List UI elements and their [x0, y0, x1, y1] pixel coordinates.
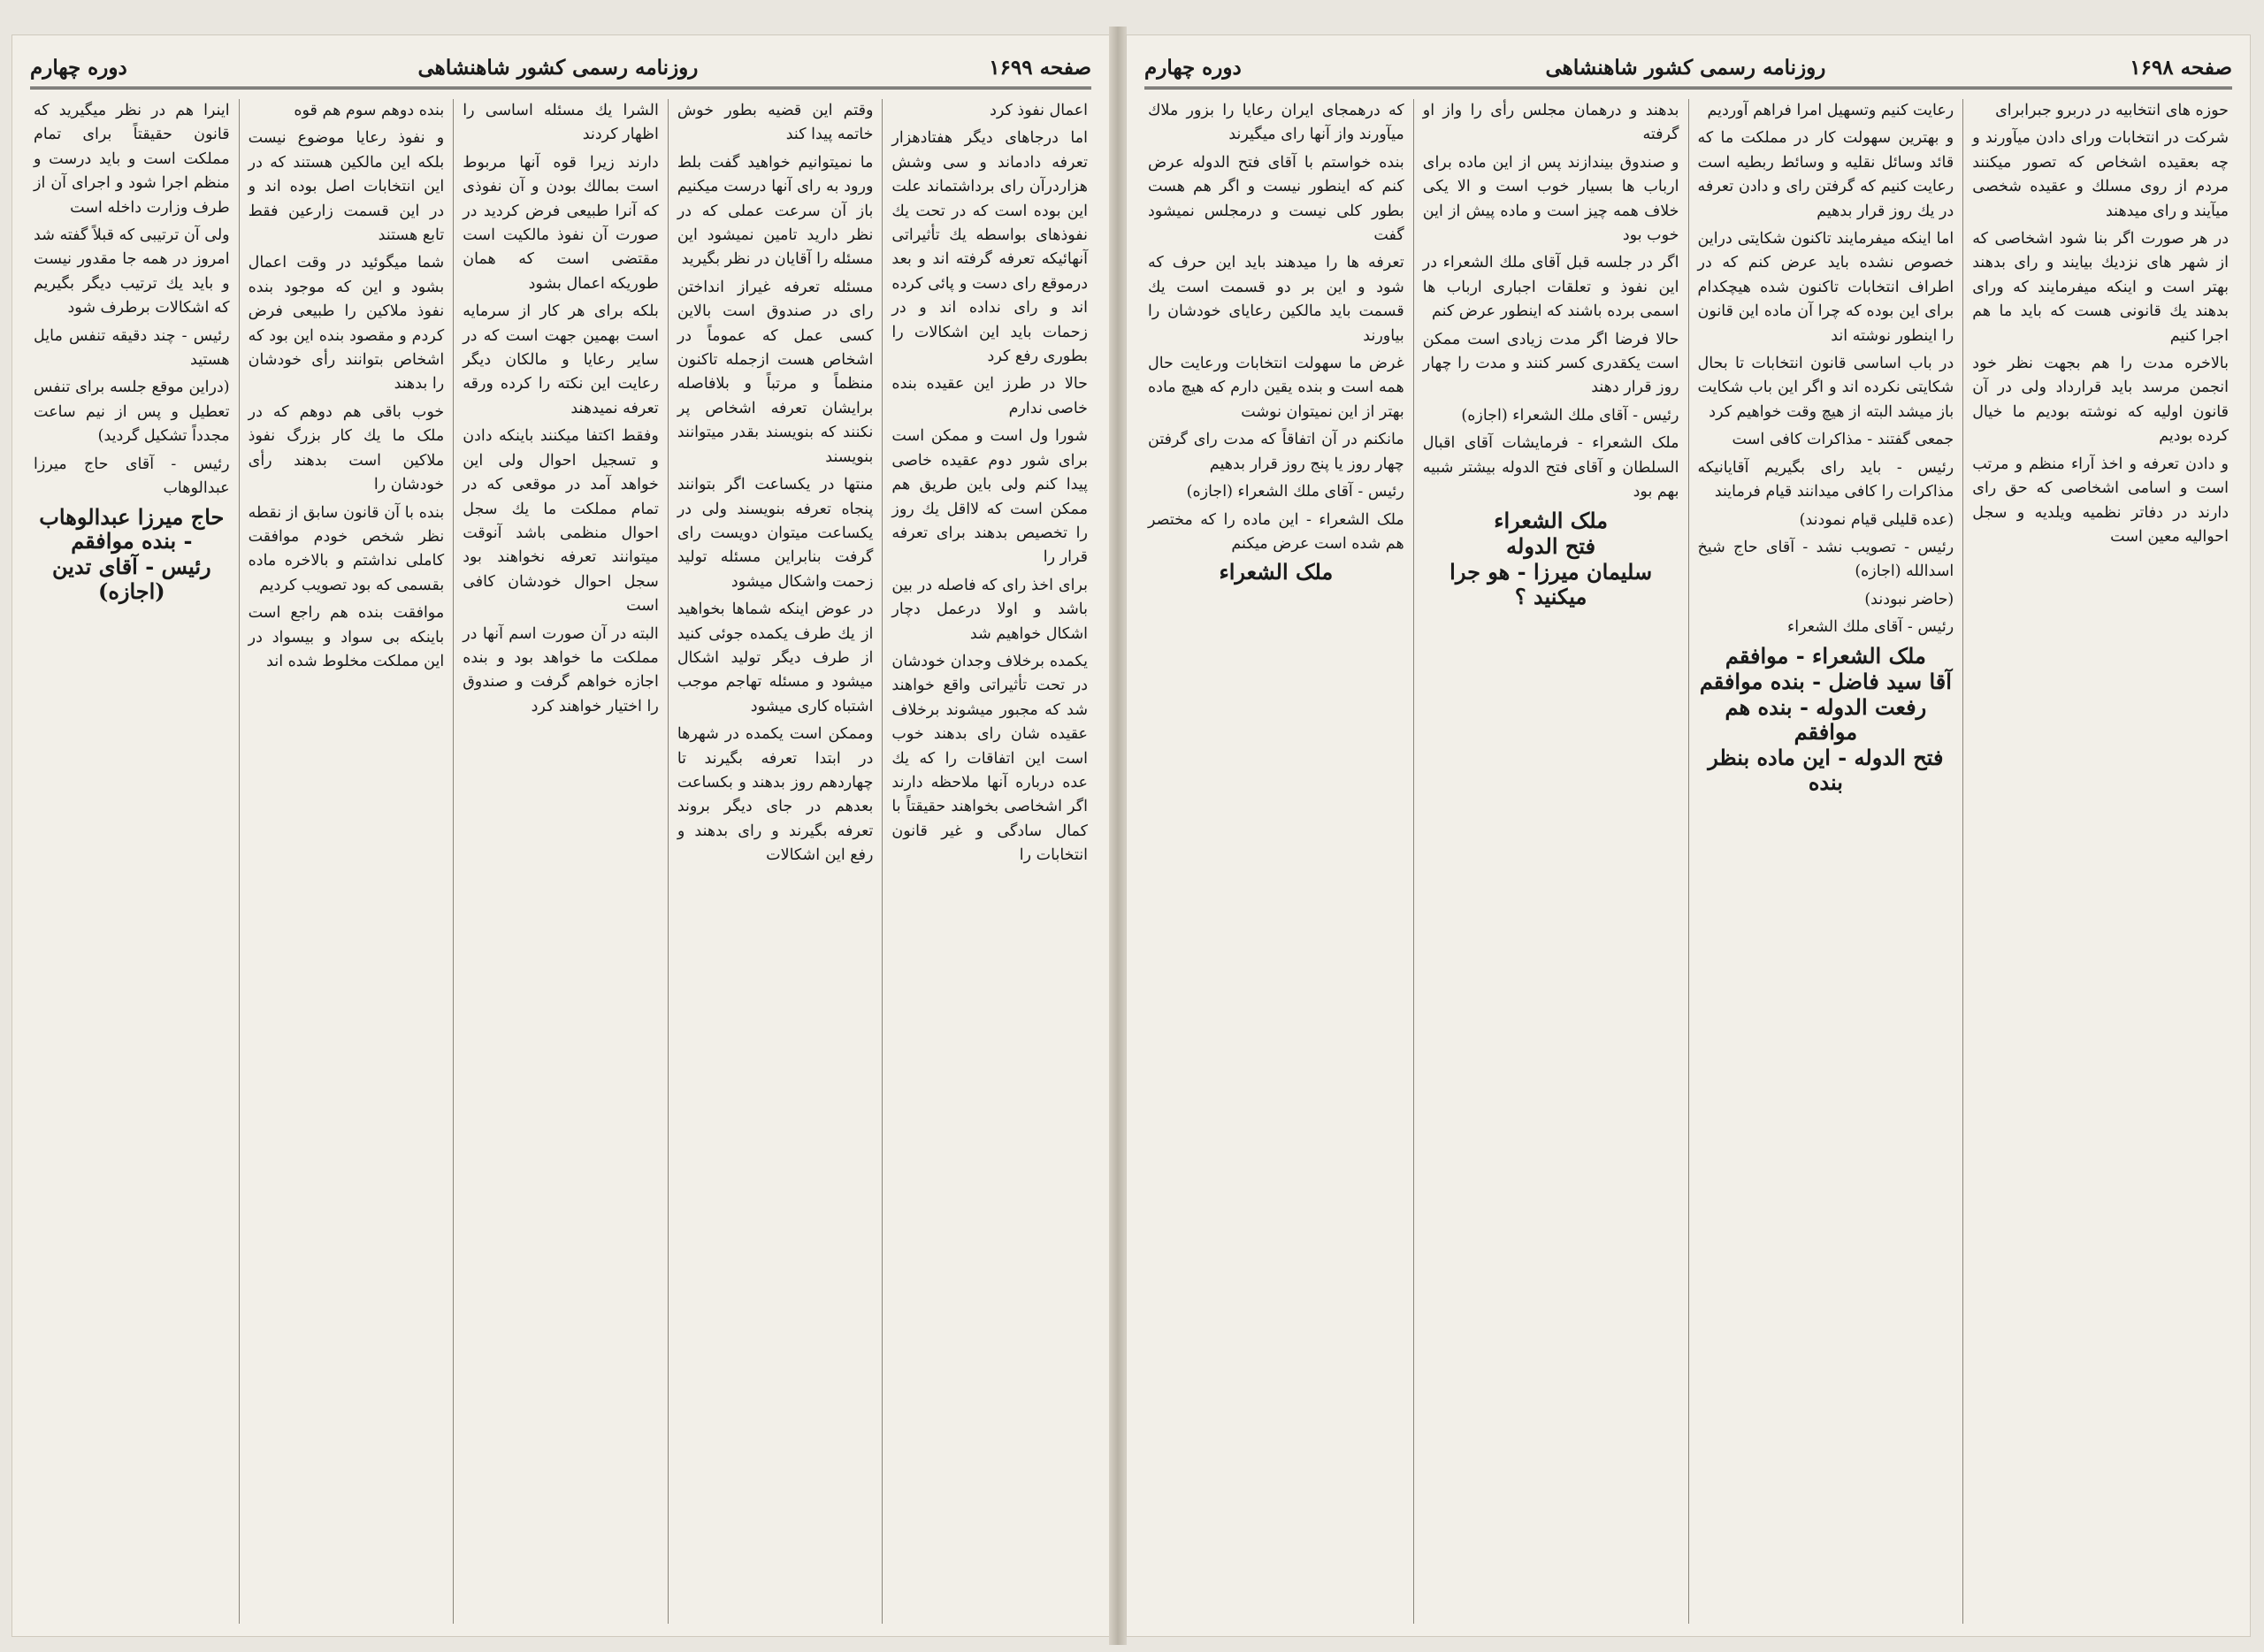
paragraph: و بهترین سهولت کار در مملکت ما که قائد وسائل نقلیه و وسائط ربطیه است رعایت کنیم که گرفتن رای و دادن تعرفه در یك روز قرار بدهیم [1697, 129, 1954, 220]
paragraph: مسئله تعرفه غیراز انداختن رای در صندوق است بالاین کسی عمل که عموماً در اشخاص هست ازجمله تاکنون منظماً و مرتباً و بلافاصله برایشان تعرفه اشخاص پر نکنند که بنویسند بقدر میتوانند بنویسند [677, 278, 874, 466]
speaker-heading: فتح الدوله [1506, 532, 1596, 559]
paragraph: در باب اساسی قانون انتخابات تا بحال شکایتی نکرده اند و اگر این باب شکایت باز میشد البته از هیچ وقت خواهیم کرد [1697, 355, 1954, 421]
paragraph: و دادن تعرفه و اخذ آراء منظم و مرتب است و اسامی اشخاصی که حق رای دارند در دفاتر نظمیه ویلدیه و سجل احوالیه معین است [1972, 455, 2229, 546]
paragraph: غرض ما سهولت انتخابات ورعایت حال همه است و بنده یقین دارم که هیچ ماده بهتر از این نمیتوان نوشت [1148, 355, 1404, 421]
paragraph: در عوض اینکه شماها بخواهید از یك طرف یکمده جوئی کنید از طرف دیگر تولید اشکال میشود و مسئله تهاجم موجب اشتباه کاری میشود [677, 600, 874, 715]
paragraph: منتها در یکساعت اگر بتوانند پنجاه تعرفه بنویسند ولی در یکساعت میتوان دویست رای گرفت بنابراین مسئله تولید زحمت واشکال میشود [677, 476, 874, 591]
speaker-heading: آقا سید فاضل - بنده موافقم [1699, 668, 1952, 694]
paragraph: حالا فرضا اگر مدت زیادی است ممکن است یکقدری کسر کنند و مدت را چهار روز قرار دهند [1422, 330, 1679, 397]
text-column [668, 99, 883, 1624]
paragraph: ملک الشعراء - این ماده را که مختصر هم شده است عرض میکنم [1148, 510, 1404, 553]
right-period: دوره چهارم [1144, 55, 1242, 80]
paragraph: (عده قلیلی قیام نمودند) [1799, 510, 1954, 529]
paragraph: وممکن است یکمده در شهرها در ابتدا تعرفه بگیرند تا چهاردهم روز بدهند و بکساعت بعدهم در جای دیگر بروند تعرفه بگیرند و رای بدهند و رفع این اشکالات [677, 725, 874, 865]
paragraph: رئیس - تصویب نشد - آقای حاج شیخ اسدالله (اجازه) [1697, 538, 1954, 581]
paragraph: البته در آن صورت اسم آنها در مملکت ما خواهد بود و بنده اجازه خواهم گرفت و صندوق را اختیار خواهند کرد [463, 624, 659, 715]
column-lead: که درهمجای ایران رعایا را بزور ملاك میآورند واز آنها رای میگیرند [1148, 102, 1404, 144]
column-lead: وقتم این قضیه بطور خوش خاتمه پیدا کند [677, 102, 874, 144]
paragraph: (دراین موقع جلسه برای تنفس تعطیل و پس از نیم ساعت مجدداً تشکیل گردید) [34, 379, 230, 446]
paragraph: در هر صورت اگر بنا شود اشخاصی که از شهر های نزدیك بیایند و رای بدهند بهتر است و اینکه میفرمایند که ورای بدهند یك قانونی هست که باید ما هم اجرا کنیم [1972, 230, 2229, 345]
paragraph: شورا ول است و ممکن است برای شور دوم عقیده خاصی پیدا کنم ولی باین طریق هم ممکن است که لااقل یك روز را تخصیص بدهند برای تعرفه قرار را [891, 427, 1088, 567]
speaker-heading: رفعت الدوله - بنده هم موافقم [1725, 694, 1927, 745]
speaker-heading: ملک الشعراء [1219, 559, 1334, 585]
paragraph: شرکت در انتخابات ورای دادن میآورند و چه بعقیده اشخاص که تصور میکنند مردم از روی مسلك و عقیده شخصی میآیند و رای میدهند [1972, 129, 2229, 220]
paragraph: خوب باقی هم دوهم که در ملک ما یك کار بزرگ نفوذ ملاکین است بدهند رأی خودشان را [248, 402, 445, 494]
paragraph: وفقط اکتفا میکنند باینکه دادن و تسجیل احوال ولی این خواهد آمد در موقعی که در تمام مملکت ما یك سجل احوال منظمی باشد آنوقت میتوانند تعرفه نخواهند بود سجل احوال خودشان کافی است [463, 427, 659, 616]
paragraph: جمعی گفتند - مذاکرات کافی است [1732, 431, 1954, 449]
paragraph: ملک الشعراء - فرمایشات آقای اقبال السلطان و آقای فتح الدوله بیشتر شبیه بهم بود [1422, 434, 1679, 501]
paragraph: اما درجاهای دیگر هفتادهزار تعرفه دادماند و سی وشش هزاردرآن رای برداشتماند علت این بوده است که در تحت یك نفوذهای بواسطه یك تأثیراتی آنهائیکه تعرفه گرفته اند و بعد درموقع رای دست و پائی کرده اند و رای نداده اند و در زحمات باید این اشکالات را بطوری رفع کرد [891, 129, 1088, 366]
paragraph: رئیس - آقای ملك الشعراء (اجازه) [1461, 406, 1679, 424]
paragraph: تعرفه ها را میدهند باید این حرف که شود و این بر دو قسمت است یك قسمت باید مالکین رعایای خودشان را بیاورند [1148, 254, 1404, 345]
paragraph: رئیس - آقای حاج میرزا عبدالوهاب [34, 455, 230, 498]
paragraph: رئیس - باید رای بگیریم آقایانیکه مذاکرات را کافی میدانند قیام فرمایند [1697, 458, 1954, 501]
left-columns [25, 99, 1097, 1624]
paragraph: بنده خواستم با آقای فتح الدوله عرض کنم که اینطور نیست و اگر هم هست بطور کلی نیست و درمجلس نمیشود گفت [1148, 153, 1404, 245]
paragraph: ما نمیتوانیم خواهید گفت بلط ورود به رای آنها درست میکنیم باز آن سرعت عملی که در نظر دارید تامین نمیشود این مسئله را آقایان در نظر بگیرید [677, 153, 874, 269]
text-column [882, 99, 1097, 1624]
right-columns [1139, 99, 2237, 1624]
text-column [1139, 99, 1413, 1624]
paragraph: دارند زیرا قوه آنها مربوط است بمالك بودن و آن نفوذی که آنرا طبیعی فرض کردید در صورت آن نفوذ مالکیت است مقتضی است که همان طوریکه اعمال بشود [463, 153, 659, 293]
paragraph: رئیس - آقای ملك الشعراء [1787, 618, 1954, 637]
paragraph: یکمده برخلاف وجدان خودشان در تحت تأثیراتی واقع خواهند شد که مجبور میشوند برخلاف عقیده شان رای بدهند خوب است این اتفاقات را که یك عده درباره آنها ملاحظه دارند اگر اشخاصی بخواهند حقیقتاً با کمال سادگی و غیر قانون انتخابات را [891, 652, 1088, 865]
paragraph: بنده با آن قانون سابق از نقطه نظر شخص خودم موافقت کاملی نداشتم و بالاخره ماده بقسمی که بود تصویب کردیم [248, 503, 445, 594]
speaker-heading: حاج میرزا عبدالوهاب - بنده موافقم [39, 503, 225, 554]
speaker-heading: ملک الشعراء [1494, 507, 1609, 533]
left-page [12, 35, 1109, 1636]
paragraph: بالاخره مدت را هم بجهت نظر خود انجمن مرسد باید قرارداد ولی در آن قانون اولیه که نوشته بودیم ما خیال کرده بودیم [1972, 355, 2229, 446]
left-period: دوره چهارم [30, 55, 127, 80]
paragraph: و صندوق بیندازند پس از این ماده برای ارباب ها بسیار خوب است و الا یکی خلاف همه چیز است و ماده پیش از این خوب بود [1422, 153, 1679, 245]
paragraph: موافقت بنده هم راجع است باینکه بی سواد و بیسواد در این مملکت مخلوط شده اند [248, 604, 445, 670]
right-page [1127, 35, 2250, 1636]
left-newspaper-title: روزنامه رسمی کشور شاهنشاهی [417, 55, 699, 80]
text-column [1688, 99, 1963, 1624]
right-page-header [1144, 48, 2232, 89]
page-gutter [1109, 27, 1127, 1645]
left-page-header [30, 48, 1091, 89]
paragraph: مانکنم در آن اتفاقاً که مدت رای گرفتن چهار روز یا پنج روز قرار بدهیم [1148, 431, 1404, 473]
column-lead: رعایت کنیم وتسهیل امرا فراهم آوردیم [1707, 102, 1954, 119]
speaker-heading: فتح الدوله - این ماده بنظر بنده [1708, 745, 1944, 795]
right-newspaper-title: روزنامه رسمی کشور شاهنشاهی [1545, 55, 1826, 80]
column-lead: اعمال نفوذ کرد [990, 102, 1088, 119]
text-column [1962, 99, 2237, 1624]
paragraph: (حاضر نبودند) [1864, 590, 1954, 608]
paragraph: رئیس - چند دقیقه تنفس مایل هستید [34, 326, 230, 370]
paragraph: برای اخذ رای که فاصله در بین باشد و اولا درعمل دچار اشکال خواهیم شد [891, 576, 1088, 643]
paragraph: اینرا هم در نظر میگیرید که قانون حقیقتاً برای تمام مملکت است و باید درست و منظم اجرا شود و اجرای آن از طرف وزارت داخله است [34, 102, 230, 217]
speaker-heading: سلیمان میرزا - هو جرا میکنید ؟ [1449, 559, 1653, 609]
paragraph: بلکه برای هر کار از سرمایه است بهمین جهت است که در سایر رعایا و مالکان دیگر رعایت این نکته را کرده ورقه تعرفه نمیدهند [463, 302, 659, 417]
paragraph: اما اینکه میفرمایند تاکنون شکایتی دراین خصوص نشده باید عرض کنم که در اطراف انتخابات تاکنون شده هیچکدام برای این بوده که چرا آن ماده این قانون را اینطور نوشته اند [1697, 230, 1954, 345]
column-lead: بنده دوهم سوم هم قوه [294, 102, 445, 119]
text-column [453, 99, 668, 1624]
paragraph: و نفوذ رعایا موضوع نیست بلکه این مالکین هستند که در این انتخابات اصل بوده اند و در این قسمت زارعین فقط تابع هستند [248, 129, 445, 245]
speaker-heading: ملک الشعراء - موافقم [1725, 642, 1926, 669]
paragraph: اگر در جلسه قبل آقای ملك الشعراء در این نفوذ و تعلقات اجباری ارباب ها اسمی برده باشند که اینطور عرض کنم [1422, 254, 1679, 321]
column-lead: بدهند و درهمان مجلس رأی را واز او گرفته [1422, 102, 1679, 144]
text-column [239, 99, 454, 1624]
text-column [25, 99, 239, 1624]
paragraph: شما میگوئید در وقت اعمال بشود و این که موجود بنده نفوذ ملاکین را طبیعی فرض کردم و مقصود بنده این بود که اشخاص بتوانند رأی خودشان را بدهند [248, 254, 445, 394]
left-page-number: صفحه ۱۶۹۹ [989, 55, 1091, 80]
paragraph: رئیس - آقای ملك الشعراء (اجازه) [1186, 483, 1404, 501]
column-lead: حوزه های انتخابیه در دربرو جبرابرای [1995, 102, 2229, 119]
paragraph: حالا در طرز این عقیده بنده خاصی ندارم [891, 375, 1088, 417]
paragraph: ولی آن ترتیبی که قبلاً گفته شد امروز در همه جا مقدور نیست و باید یك ترتیب دیگر بگیریم که اشکالات برطرف شود [34, 226, 230, 317]
text-column [1413, 99, 1688, 1624]
right-page-number: صفحه ۱۶۹۸ [2130, 55, 2232, 80]
column-lead: الشرا یك مسئله اساسی را اظهار کردند [463, 102, 659, 144]
speaker-heading: رئیس - آقای تدین (اجازه) [52, 554, 211, 604]
